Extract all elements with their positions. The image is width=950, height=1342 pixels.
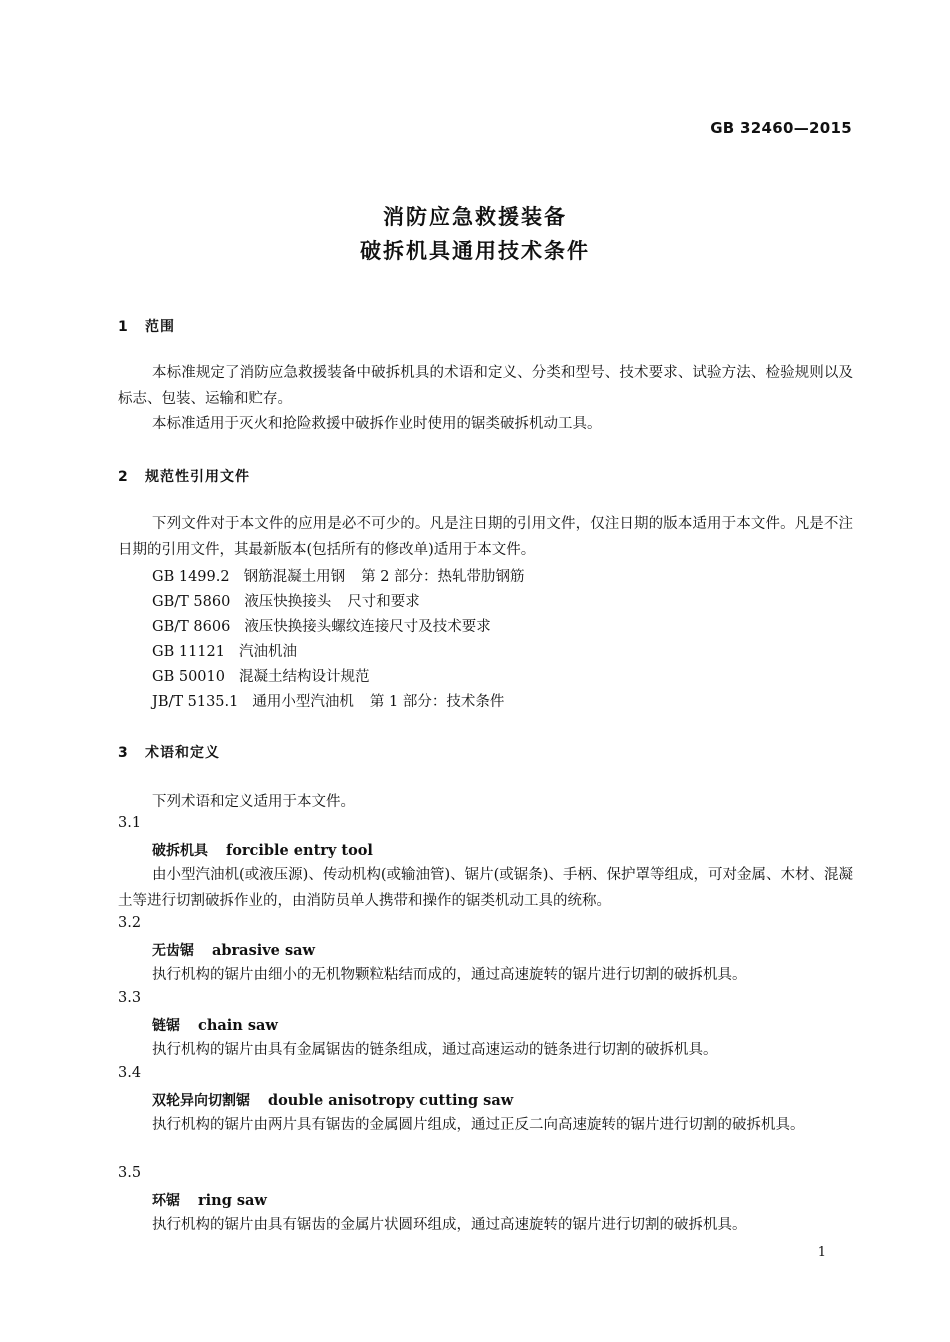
section-1-heading xyxy=(118,316,175,336)
section-2-heading xyxy=(118,466,250,486)
term-chinese: 破拆机具 xyxy=(152,843,208,859)
document-title-line-2: 破拆机具通用技术条件 xyxy=(360,239,590,263)
page-number: 1 xyxy=(817,1245,826,1260)
reference-code: GB 1499.2 xyxy=(152,569,230,585)
term-english: forcible entry tool xyxy=(226,842,373,859)
term-definition: 执行机构的锯片由具有金属锯齿的链条组成，通过高速运动的链条进行切割的破拆机具。 xyxy=(152,1042,718,1058)
term-definition: 执行机构的锯片由两片具有锯齿的金属圆片组成，通过正反二向高速旋转的锯片进行切割的破拆机具。 xyxy=(152,1117,805,1133)
reference-code: GB/T 5860 xyxy=(152,594,231,610)
term-definition: 执行机构的锯片由细小的无机物颗粒粘结而成的，通过高速旋转的锯片进行切割的破拆机具。 xyxy=(152,967,747,983)
term-heading xyxy=(152,840,373,860)
section-3-heading xyxy=(118,742,220,762)
normative-reference xyxy=(152,640,297,661)
section-2-intro: 下列文件对于本文件的应用是必不可少的。凡是注日期的引用文件，仅注日期的版本适用于本文件。凡是不注日期的引用文件，其最新版本(包括所有的修改单)适用于本文件。 xyxy=(118,516,853,558)
section-title: 范围 xyxy=(145,319,175,335)
term-definition: 由小型汽油机(或液压源)、传动机构(或输油管)、锯片(或锯条)、手柄、保护罩等组成，可对金属、木材、混凝土等进行切割破拆作业的，由消防员单人携带和操作的锯类机动工具的统称。 xyxy=(118,867,853,909)
section-1-paragraph-1: 本标准规定了消防应急救援装备中破拆机具的术语和定义、分类和型号、技术要求、试验方法、检验规则以及标志、包装、运输和贮存。 xyxy=(118,365,853,407)
reference-subtitle: 第 2 部分：热轧带肋钢筋 xyxy=(361,569,525,585)
reference-title: 液压快换接头螺纹连接尺寸及技术要求 xyxy=(244,619,491,635)
term-chinese: 链锯 xyxy=(152,1018,180,1034)
term-english: double anisotropy cutting saw xyxy=(268,1092,514,1109)
reference-subtitle: 尺寸和要求 xyxy=(347,594,420,610)
section-number: 2 xyxy=(118,469,129,485)
reference-title: 混凝土结构设计规范 xyxy=(238,669,370,685)
term-number: 3.3 xyxy=(118,990,142,1006)
term-chinese: 无齿锯 xyxy=(152,943,194,959)
term-definition: 执行机构的锯片由具有锯齿的金属片状圆环组成，通过高速旋转的锯片进行切割的破拆机具。 xyxy=(152,1217,747,1233)
term-english: ring saw xyxy=(198,1192,267,1209)
document-title-line-1: 消防应急救援装备 xyxy=(383,205,567,229)
term-chinese: 环锯 xyxy=(152,1193,180,1209)
standard-code: GB 32460—2015 xyxy=(710,119,852,137)
reference-title: 钢筋混凝土用钢 xyxy=(243,569,346,585)
term-heading xyxy=(152,1015,278,1035)
section-1-paragraph-2: 本标准适用于灭火和抢险救援中破拆作业时使用的锯类破拆机动工具。 xyxy=(152,416,602,432)
section-number: 3 xyxy=(118,745,129,761)
term-number: 3.2 xyxy=(118,915,142,931)
reference-title: 液压快换接头 xyxy=(244,594,332,610)
normative-reference xyxy=(152,615,491,636)
term-chinese: 双轮异向切割锯 xyxy=(152,1093,250,1109)
term-heading xyxy=(152,1190,267,1210)
term-heading xyxy=(152,940,315,960)
section-number: 1 xyxy=(118,319,129,335)
term-heading xyxy=(152,1090,513,1110)
reference-title: 汽油机油 xyxy=(238,644,297,660)
term-number: 3.5 xyxy=(118,1165,142,1181)
section-title: 规范性引用文件 xyxy=(145,469,250,485)
reference-title: 通用小型汽油机 xyxy=(252,694,354,710)
normative-reference xyxy=(152,665,369,686)
term-number: 3.1 xyxy=(118,815,142,831)
reference-code: GB 11121 xyxy=(152,644,225,660)
normative-reference xyxy=(152,690,504,711)
section-3-intro: 下列术语和定义适用于本文件。 xyxy=(152,794,355,810)
normative-reference xyxy=(152,565,525,586)
term-english: chain saw xyxy=(198,1017,278,1034)
normative-reference xyxy=(152,590,420,611)
section-title: 术语和定义 xyxy=(145,745,220,761)
reference-subtitle: 第 1 部分：技术条件 xyxy=(369,694,505,710)
term-number: 3.4 xyxy=(118,1065,142,1081)
term-english: abrasive saw xyxy=(212,942,315,959)
reference-code: JB/T 5135.1 xyxy=(152,694,239,710)
reference-code: GB/T 8606 xyxy=(152,619,231,635)
reference-code: GB 50010 xyxy=(152,669,225,685)
